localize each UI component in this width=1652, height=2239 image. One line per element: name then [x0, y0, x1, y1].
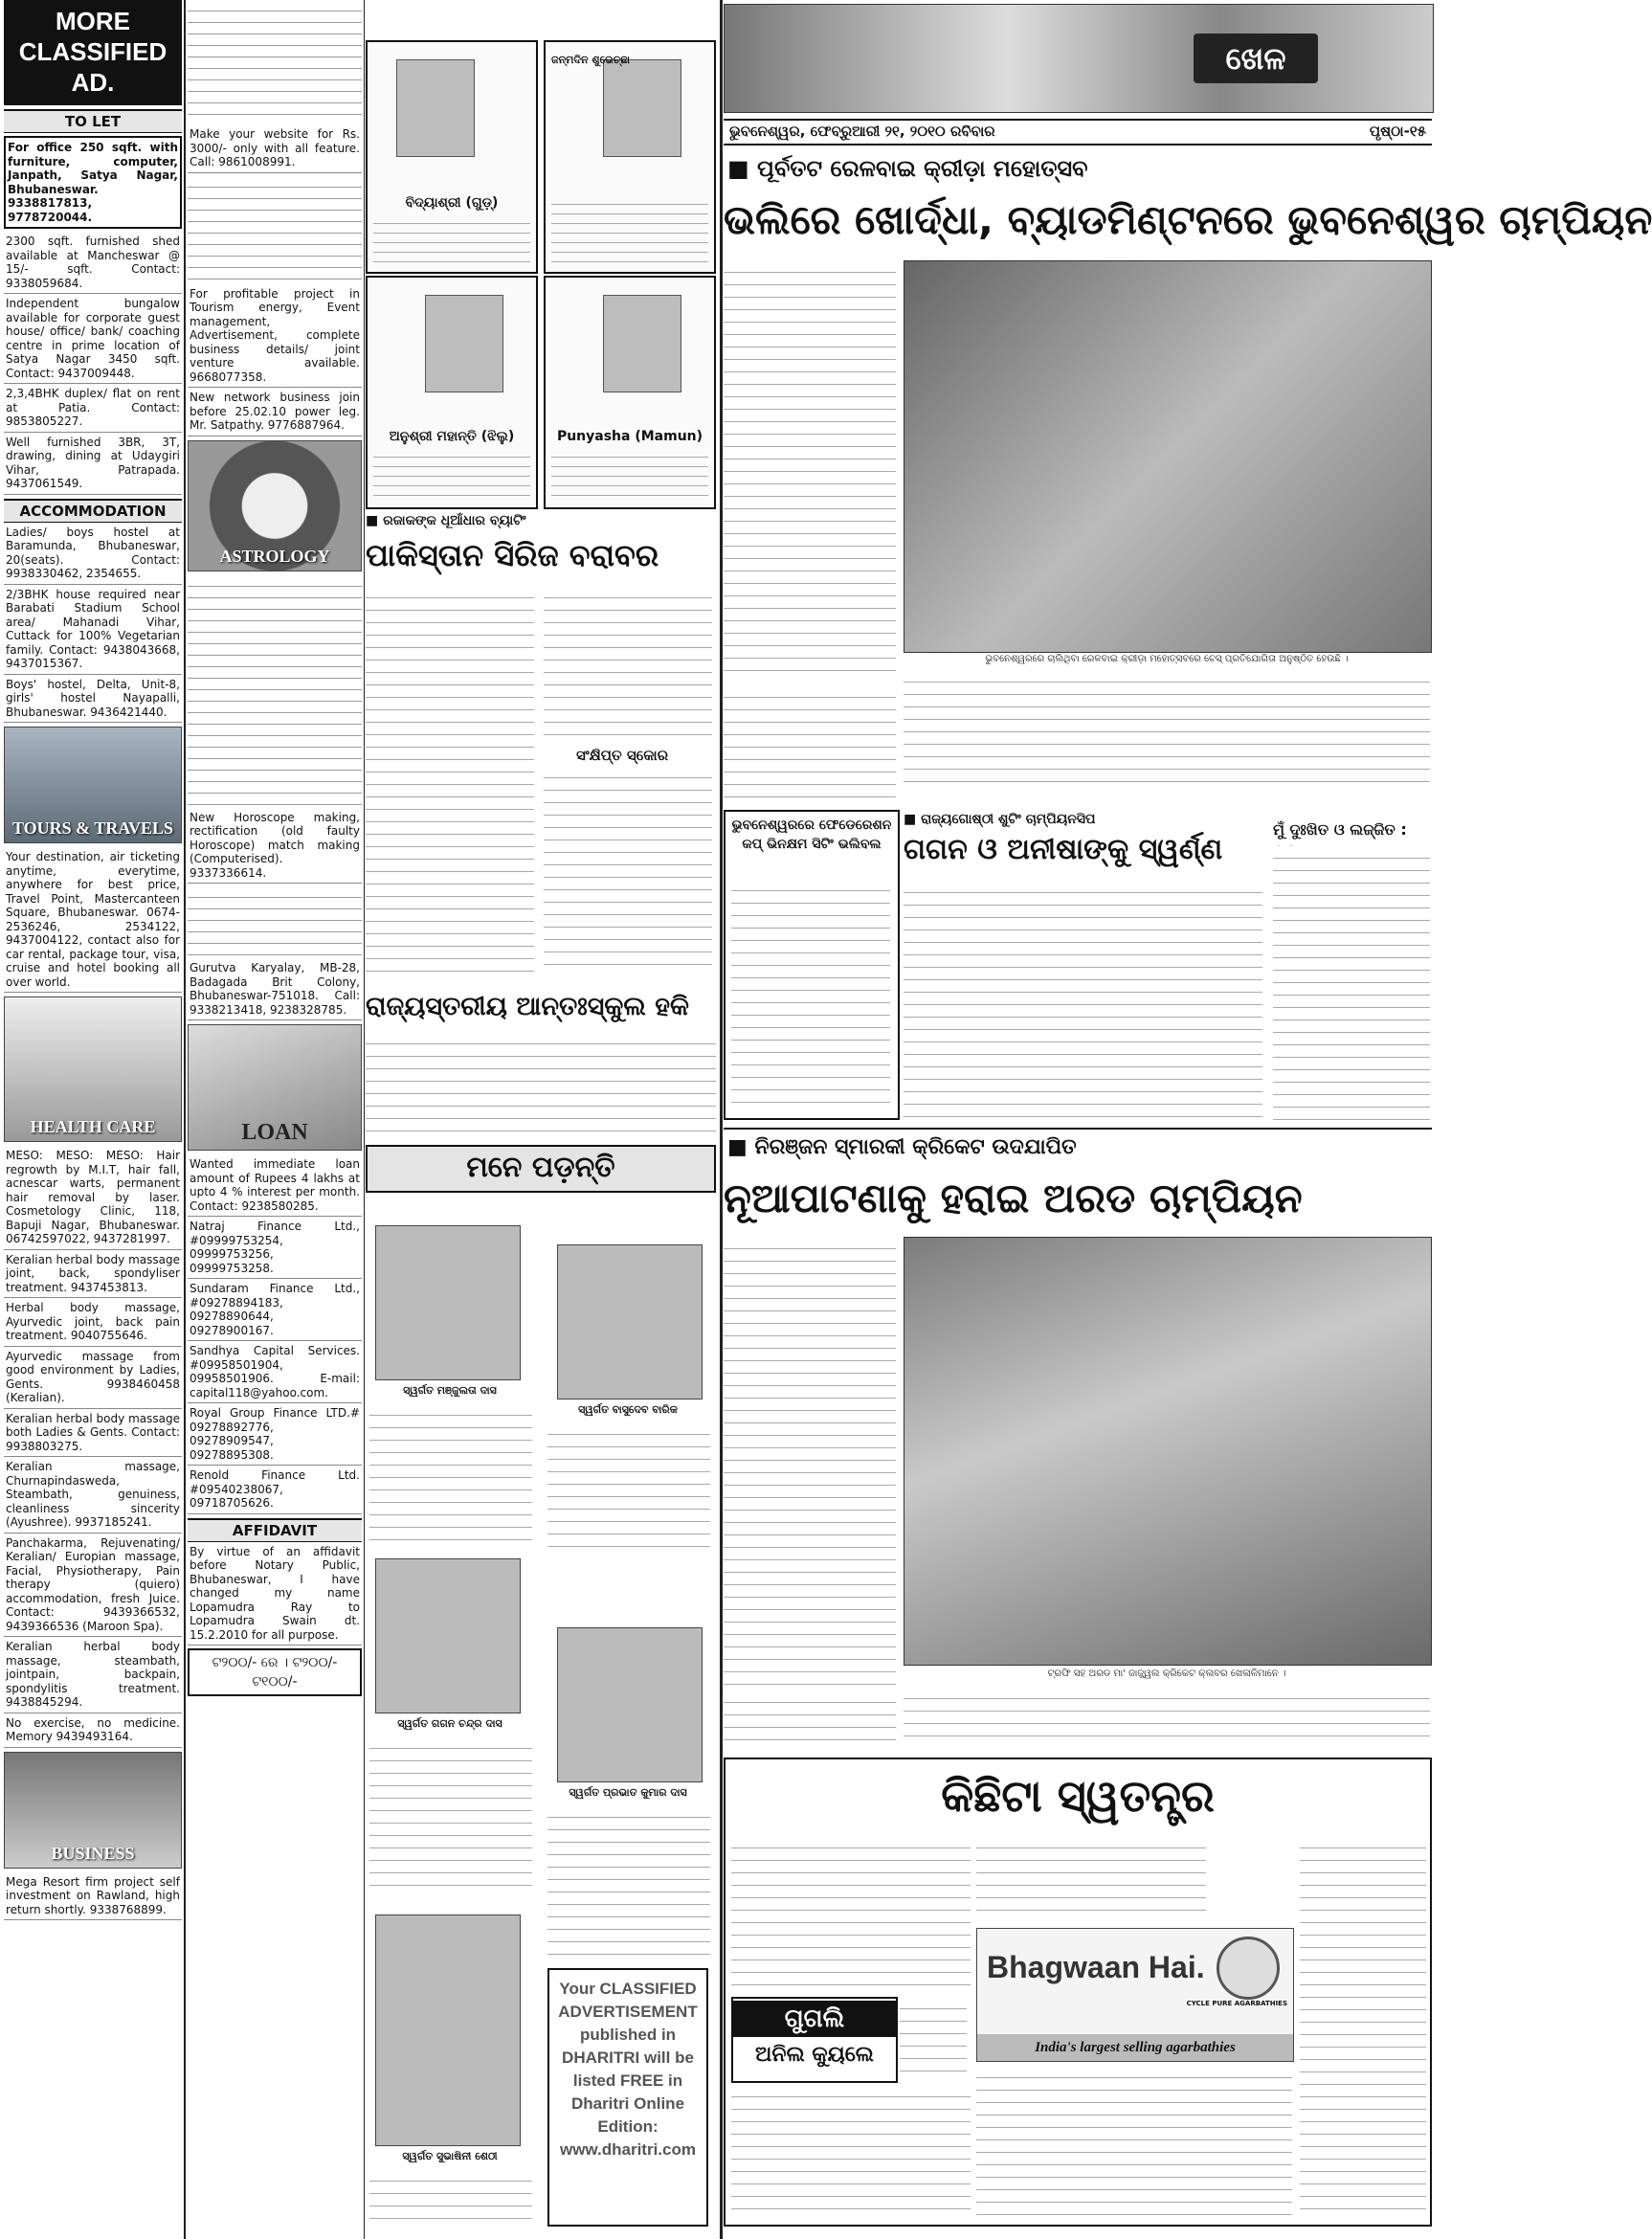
- obituary-name: ସ୍ୱର୍ଗତ ପ୍ରଭାତ କୁମାର ଦାସ: [569, 1786, 687, 1799]
- health-ad: Keralian herbal body massage both Ladies & Gents. Contact: 9938803275.: [4, 1409, 182, 1458]
- health-care-image: [4, 996, 182, 1142]
- loan-ad: Natraj Finance Ltd., #09999753254, 09999753256, 09999753258.: [188, 1217, 362, 1279]
- remembrance-title: ମନେ ପଡ଼ନ୍ତି: [466, 1151, 615, 1184]
- shooting-body: [904, 881, 1262, 1120]
- accommodation-heading: ACCOMMODATION: [4, 499, 182, 523]
- astrology-image: [188, 440, 362, 571]
- shooting-headline: ଗଗନ ଓ ଅନୀଷାଙ୍କୁ ସ୍ୱର୍ଣ୍ଣ: [904, 833, 1223, 866]
- health-ad: Keralian herbal body massage joint, back, spondyliser treatment. 9437453813.: [4, 1250, 182, 1299]
- more-classified-title: MORE CLASSIFIED AD.: [4, 0, 182, 105]
- column-title: କିଛିଟା ସ୍ୱତନ୍ତ୍ର: [941, 1770, 1215, 1822]
- cricket-team-photo: [904, 1237, 1432, 1666]
- obituary-name: ସ୍ୱର୍ଗତ ମଞ୍ଜୁଲତା ଦାସ: [403, 1384, 497, 1397]
- loan-ad: Royal Group Finance LTD.# 09278892776, 09278909547, 09278895308.: [188, 1403, 362, 1466]
- affidavit-ad: By virtue of an affidavit before Notary Public, Bhubaneswar, I have changed my name Lopamudra Ray to Lopamudra Swain dt. 15.2.2010 for all purpose.: [188, 1542, 362, 1646]
- section-rule: [724, 1128, 1432, 1130]
- column-divider: [364, 0, 365, 2239]
- obituary-photo: [557, 1244, 703, 1399]
- birthday-greeting: [544, 276, 716, 509]
- greeting-text: [373, 214, 530, 262]
- tours-ad: Your destination, air ticketing anytime, everytime, anywhere for best price, Travel Point, Mastercanteen Square, Bhubaneswar. 0674-2536246, 2534122, 9437004122, contact also for car rental, package tour, visa, cruise and hotel booking all over world.: [4, 847, 182, 993]
- to-let-ad: Well furnished 3BR, 3T, drawing, dining at Udaygiri Vihar, Patrapada. 9437061549.: [4, 433, 182, 495]
- hockey-headline: ରାଜ୍ୟସ୍ତରୀୟ ଆନ୍ତଃସ୍କୁଲ ହକି: [366, 992, 689, 1021]
- side-story-body: [1273, 846, 1430, 1120]
- tours-travels-image: [4, 727, 182, 843]
- story-body: [544, 586, 712, 739]
- score-body: [544, 766, 712, 967]
- agarbathi-advert: [976, 1928, 1294, 2062]
- odia-ad-block: [188, 0, 362, 124]
- story-kicker: ■ ନିରଞ୍ଜନ ସ୍ମାରକୀ କ୍ରିକେଟ ଉଦଯାପିତ: [727, 1135, 1077, 1159]
- accommodation-ad: Boys' hostel, Delta, Unit-8, girls' hostel Nayapalli, Bhubaneswar. 9436421440.: [4, 675, 182, 724]
- health-ad: Keralian herbal body massage, steambath, jointpain, backpain, spondylitis treatment. 9438845294.: [4, 1637, 182, 1713]
- health-ad: Panchakarma, Rejuvenating/ Keralian/ Europian massage, Facial, Physiotherapy, Pain therapy (quiero) accommodation, fresh Juice. Contact: 9439366532, 9439366536 (Maroon Spa).: [4, 1534, 182, 1638]
- child-photo: [603, 295, 681, 392]
- story-body: [366, 586, 534, 978]
- to-let-ad: 2,3,4BHK duplex/ flat on rent at Patia. Contact: 9853805227.: [4, 384, 182, 433]
- accommodation-ad: 2/3BHK house required near Barabati Stadium School area/ Mahanadi Vihar, Cuttack for 100% Vegetarian family. Contact: 9438043668, 9437015367.: [4, 585, 182, 675]
- loan-ad: Renold Finance Ltd. #09540238067, 09718705626.: [188, 1466, 362, 1514]
- advert-tagline: India's largest selling agarbathies: [977, 2034, 1293, 2061]
- story-kicker: ■ ରାଜ୍ୟଗୋଷ୍ଠୀ ଶୁଟିଂ ଚାମ୍ପିୟନସିପ: [904, 812, 1096, 827]
- story-kicker: ■ ରଜାକଙ୍କ ଧୂଆଁଧାର ବ୍ୟାଟିଂ: [366, 513, 526, 528]
- lead-story-body: [904, 670, 1430, 789]
- to-let-ad: 2300 sqft. furnished shed available at Mancheswar @ 15/- sqft. Contact: 9338059684.: [4, 232, 182, 294]
- loan-ad: Wanted immediate loan amount of Rupees 4 lakhs at upto 4 % interest per month. Contact: 9238580285.: [188, 1154, 362, 1217]
- volleyball-box: [724, 810, 900, 1120]
- loan-label: LOAN: [241, 1120, 308, 1145]
- column-body: [976, 1836, 1206, 1922]
- affidavit-heading: AFFIDAVIT: [188, 1518, 362, 1542]
- lead-headline: ଭଲିରେ ଖୋର୍ଦ୍ଧା, ବ୍ୟାଡମିଣ୍ଟନରେ ଭୁବନେଶ୍ୱର ଚାମ୍ପିୟନ: [724, 196, 1652, 243]
- health-ad: Herbal body massage, Ayurvedic joint, back pain treatment. 9040755646.: [4, 1298, 182, 1347]
- special-column: [724, 1758, 1432, 2227]
- greeting-name: ଅନୁଶ୍ରୀ ମହାନ୍ତି (ଝିଲୁ): [389, 429, 515, 444]
- service-ad: New network business join before 25.02.10 power leg. Mr. Satpathy. 9776887964.: [188, 388, 362, 437]
- promo-price: ଟ୨୦୦/- ରେ । ଟ୨୦୦/- ଟ୧୦୦/-: [212, 1655, 338, 1690]
- obituary-text: [547, 1805, 710, 1959]
- greeting-tag: ଜନ୍ମଦିନ ଶୁଭେଚ୍ଛା: [551, 54, 631, 66]
- to-let-ad: For office 250 sqft. with furniture, computer, Janpath, Satya Nagar, Bhubaneswar. 9338817813, 9778720044.: [4, 136, 182, 229]
- text-lines: [188, 0, 362, 120]
- health-ad: No exercise, no medicine. Memory 9439493164.: [4, 1713, 182, 1748]
- service-ad: Make your website for Rs. 3000/- only with all feature. Call: 9861008991.: [188, 124, 362, 173]
- tours-label: TOURS & TRAVELS: [11, 818, 174, 838]
- cricket-body: [904, 1687, 1430, 1744]
- obituary-photo: [375, 1225, 521, 1380]
- column-body: [976, 2066, 1292, 2219]
- obituary-text: [547, 1422, 710, 1556]
- astrology-label: ASTROLOGY: [219, 546, 330, 566]
- obituary-text: [369, 1736, 532, 1890]
- score-heading: ସଂକ୍ଷିପ୍ତ ସ୍କୋର: [576, 747, 669, 764]
- obituary-photo: [557, 1627, 703, 1782]
- remembrance-banner: [366, 1145, 716, 1193]
- health-ad: MESO: MESO: MESO: Hair regrowth by M.I.T, hair fall, acnescar warts, permanent hair removal by laser. Cosmetology Clinic, 118, Bapuji Nagar, Bhubaneswar. 06742597022, 9437281997.: [4, 1146, 182, 1250]
- obituary-text: [369, 2169, 532, 2227]
- lead-story-body: [724, 260, 896, 682]
- birthday-promo-box: [188, 1648, 362, 1696]
- advert-brand: Bhagwaan Hai.: [987, 1950, 1205, 1984]
- obituary-photo: [375, 1558, 521, 1713]
- loan-ad: Sundaram Finance Ltd., #09278894183, 09278890644, 09278900167.: [188, 1279, 362, 1341]
- sports-logo: ଖେଳ: [1194, 34, 1318, 83]
- astrology-ad: Gurutva Karyalay, MB-28, Badagada Brit Colony, Bhubaneswar-751018. Call: 9338213418, 9238328785.: [188, 958, 362, 1020]
- obituary-name: ସ୍ୱର୍ଗତ ବାସୁଦେବ ବାରିକ: [578, 1403, 678, 1416]
- health-ad: Keralian massage, Churnapindasweda, Steambath, genuiness, cleanliness sincerity (Ayushree). 9937185241.: [4, 1457, 182, 1534]
- classified-column-1: [4, 0, 182, 1920]
- column-divider: [184, 0, 186, 2239]
- obituary-photo: [375, 1914, 521, 2146]
- text-lines: [188, 886, 362, 955]
- column-body: [900, 1997, 967, 2079]
- child-photo: [396, 59, 475, 157]
- service-ad: For profitable project in Tourism energy, Event management, Advertisement, complete business details/ joint venture available. 9668077358.: [188, 284, 362, 389]
- author-box: [731, 1997, 898, 2083]
- to-let-heading: TO LET: [4, 109, 182, 133]
- health-label: HEALTH CARE: [30, 1117, 156, 1136]
- author-name: ଅନିଲ କୁୟଲେ: [755, 2043, 874, 2067]
- cricket-headline: ନୂଆପାଟଣାକୁ ହରାଇ ଅରଡ ଚାମ୍ପିୟନ: [724, 1175, 1303, 1221]
- health-ad: Ayurvedic massage from good environment by Ladies, Gents. 9938460458 (Keralian).: [4, 1347, 182, 1409]
- cricket-caption: ଟ୍ରଫି ସହ ଅରଡ ମା' ଜାଜ୍ଜ୍ୱଲ କ୍ରିକେଟ କ୍ଲବର ଖେଳାଳିମାନେ ।: [1047, 1668, 1286, 1679]
- sports-page: [724, 0, 1652, 2239]
- hockey-body: [366, 1032, 716, 1137]
- column-body: [1300, 1836, 1426, 2219]
- loan-image: [188, 1024, 362, 1151]
- page-divider: [720, 0, 723, 2239]
- greeting-name: Punyasha (Mamun): [556, 429, 703, 444]
- loan-ad: Sandhya Capital Services. #09958501904, 09958501906. E-mail: capital118@yahoo.com.: [188, 1341, 362, 1403]
- obituary-name: ସ୍ୱର୍ଗତ ଗଗନ ଚନ୍ଦ୍ର ଦାସ: [397, 1717, 502, 1730]
- header-rule: [724, 144, 1432, 146]
- greeting-text: [551, 195, 708, 262]
- greeting-text: [551, 448, 708, 498]
- advert-logo-icon: [1217, 1937, 1280, 2000]
- cricket-body: [724, 1237, 896, 1687]
- business-ad: Mega Resort firm project self investment on Rawland, high return shortly. 9338768899.: [4, 1872, 182, 1921]
- page-number: ପୃଷ୍ଠା-୧୫: [1369, 123, 1426, 140]
- dateline: ଭୁବନେଶ୍ୱର, ଫେବ୍ରୁଆରୀ ୨୧, ୨୦୧୦ ରବିବାର: [729, 123, 995, 140]
- text-lines: [188, 575, 362, 805]
- classified-column-2: [188, 0, 362, 1699]
- story-headline: ପାକିସ୍ତାନ ସିରିଜ ବରାବର: [366, 537, 659, 573]
- child-photo: [425, 295, 503, 392]
- chess-caption: ଭୁବନେଶ୍ୱରରେ ଚାଲିଥିବା ରେଳବାଇ କ୍ରୀଡ଼ା ମହୋତ୍ସବରେ ଚେସ୍ ପ୍ରତିଯୋଗିତା ଅନୁଷ୍ଠିତ ହେଉଛି ।: [985, 654, 1349, 664]
- advert-maker: CYCLE PURE AGARBATHIES: [1186, 2000, 1287, 2007]
- birthday-greeting: [366, 276, 538, 509]
- volleyball-box-heading: ଭୁବନେଶ୍ୱରରେ ଫେଡେରେଶନ କପ୍ ଭିନକ୍ଷମ ସିଟିଂ ଭଲିବଲ: [731, 817, 892, 852]
- accommodation-ad: Ladies/ boys hostel at Baramunda, Bhubaneswar, 20(seats). Contact: 9938330462, 2354655.: [4, 523, 182, 585]
- story-kicker: ■ ପୂର୍ବତଟ ରେଳବାଇ କ୍ରୀଡ଼ା ମହୋତ୍ସବ: [727, 155, 1088, 182]
- chess-photo: [904, 260, 1432, 653]
- author-box-title: ଗୁଗଲି: [733, 2001, 896, 2037]
- text-lines: [188, 176, 362, 281]
- greeting-name: ବିଦ୍ୟାଶ୍ରୀ (ଗୁଡ଼୍): [405, 195, 499, 211]
- cricket-body: [724, 1690, 896, 1744]
- header-rule: [724, 119, 1432, 121]
- side-headline: ମୁଁ ଦୁଃଖିତ ଓ ଲଜ୍ଜିତ :: [1273, 820, 1407, 839]
- obituary-name: ସ୍ୱର୍ଗତ ସୁଭାଷିନୀ ଶେଠୀ: [402, 2150, 498, 2162]
- lead-story-body: [724, 685, 896, 802]
- classified-promo-box: Your CLASSIFIED ADVERTISEMENT published in DHARITRI will be listed FREE in Dharitri Online Edition: www.dharitri.com: [547, 1968, 708, 2227]
- volleyball-body: [731, 879, 890, 1108]
- business-label: BUSINESS: [51, 1843, 135, 1863]
- business-image: [4, 1752, 182, 1869]
- birthday-greeting: [366, 40, 538, 274]
- greeting-text: [373, 448, 530, 498]
- birthday-greeting: [544, 40, 716, 274]
- column-body: [731, 2085, 971, 2219]
- to-let-ad: Independent bungalow available for corporate guest house/ office/ bank/ coaching centre in prime location of Satya Nagar 3450 sqft. Contact: 9437009448.: [4, 294, 182, 384]
- astrology-ad: New Horoscope making, rectification (old faulty Horoscope) match making (Computerised). 9337336614.: [188, 808, 362, 884]
- child-photo: [603, 59, 681, 157]
- column-body: [731, 1836, 971, 1989]
- sports-banner: [724, 4, 1434, 113]
- obituary-text: [369, 1403, 532, 1547]
